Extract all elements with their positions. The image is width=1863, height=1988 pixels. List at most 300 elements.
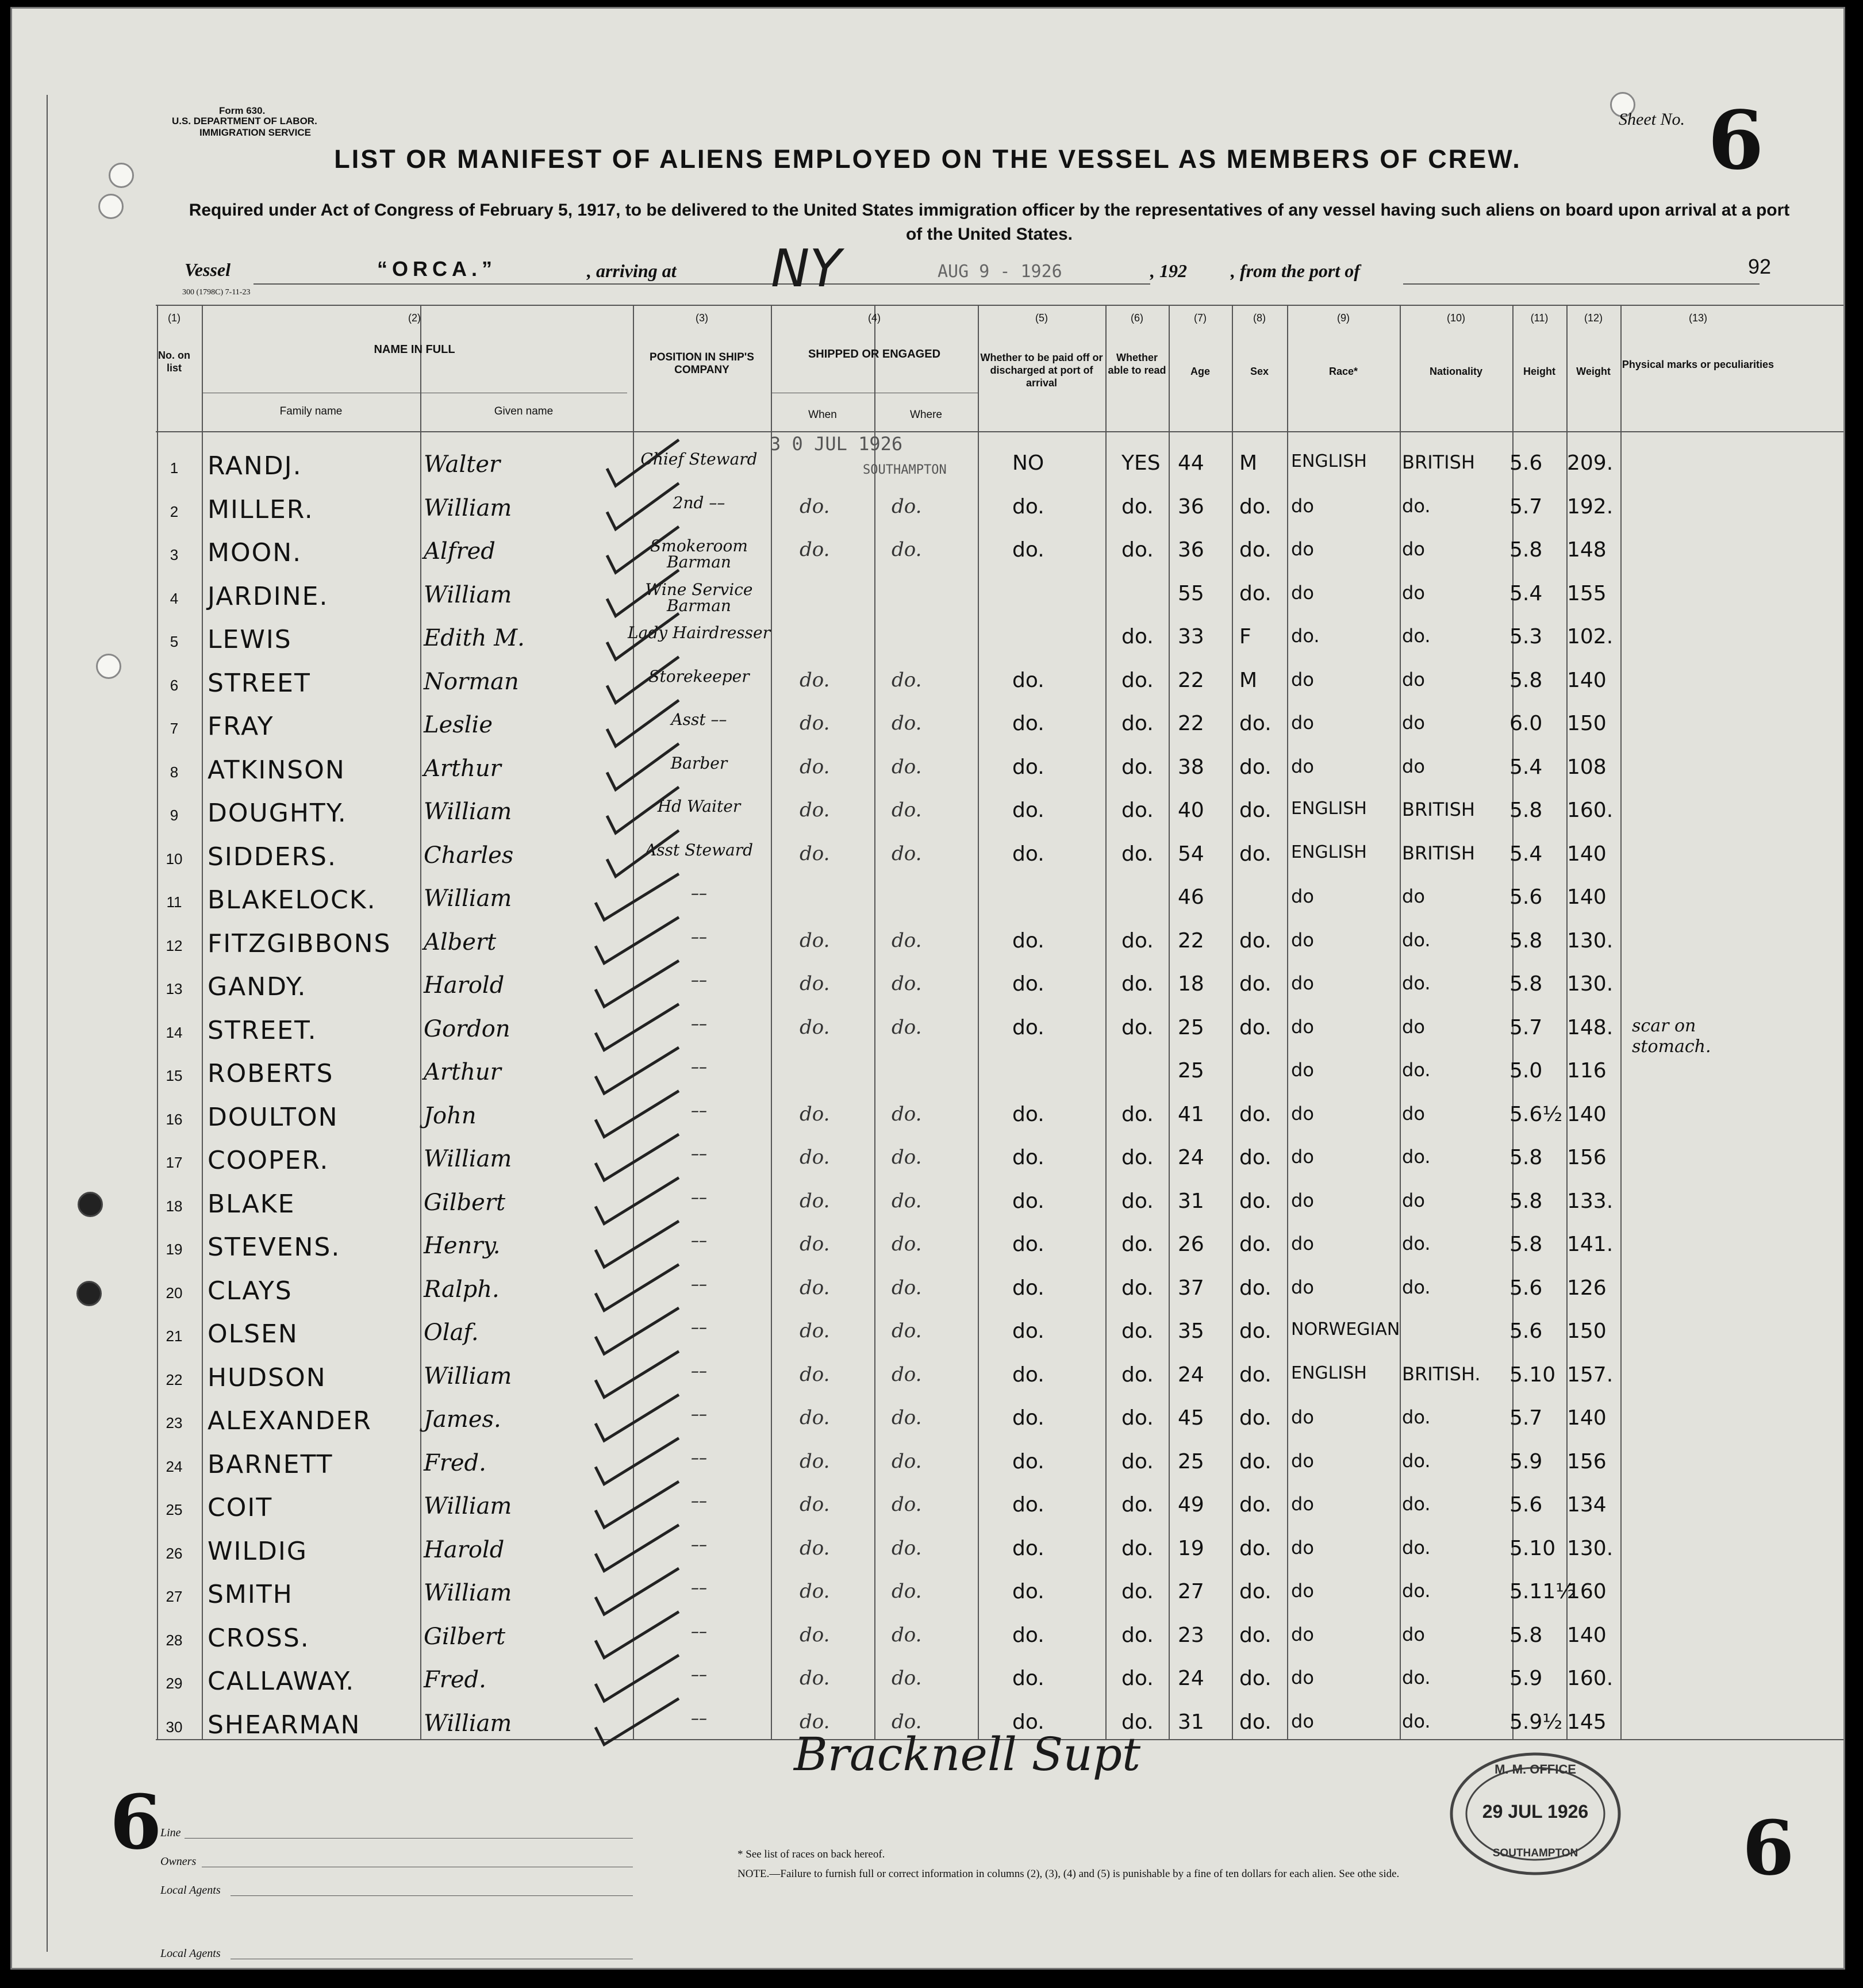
weight: 130.: [1567, 1536, 1614, 1560]
column-number: (7): [1194, 312, 1207, 324]
age: 22: [1178, 928, 1204, 953]
check-mark: [596, 918, 679, 964]
height: 5.6: [1509, 1276, 1543, 1300]
age: 24: [1178, 1667, 1204, 1690]
header-race: Race*: [1328, 366, 1358, 377]
sex: do.: [1239, 1189, 1272, 1213]
nationality: do.: [1402, 1233, 1431, 1254]
column-number: (4): [868, 312, 881, 324]
race: do: [1291, 1189, 1314, 1211]
given-name: Henry.: [424, 1233, 501, 1259]
family-name: RANDJ.: [208, 451, 302, 481]
given-name: James.: [424, 1406, 501, 1433]
race: ENGLISH: [1291, 451, 1367, 471]
check-mark: [607, 657, 679, 703]
nationality: do.: [1402, 1059, 1431, 1081]
column-number: (12): [1584, 312, 1603, 324]
position: ––: [691, 1621, 707, 1641]
weight: 141.: [1567, 1233, 1614, 1256]
column-number: (6): [1131, 312, 1143, 324]
sex: do.: [1239, 1146, 1272, 1169]
nationality: do.: [1402, 1276, 1431, 1298]
page-title: LIST OR MANIFEST OF ALIENS EMPLOYED ON THE VESSEL AS MEMBERS OF CREW.: [334, 144, 1522, 174]
given-name: Fred.: [424, 1449, 486, 1476]
weight: 209.: [1567, 451, 1614, 475]
check-mark: [596, 1265, 679, 1311]
sex: do.: [1239, 1667, 1272, 1690]
age: 37: [1178, 1276, 1204, 1300]
able-to-read: do.: [1121, 1319, 1154, 1343]
shipped-when: do.: [800, 1623, 830, 1647]
family-name: STEVENS.: [208, 1233, 341, 1262]
family-name: JARDINE.: [208, 581, 329, 611]
able-to-read: do.: [1121, 1667, 1154, 1690]
shipped-where: do.: [892, 755, 922, 778]
paid-off: do.: [1012, 1580, 1044, 1603]
column-number: (2): [408, 312, 421, 324]
position: ––: [691, 1708, 707, 1728]
check-mark: [607, 570, 679, 616]
age: 23: [1178, 1623, 1204, 1647]
age: 33: [1178, 625, 1204, 648]
sex: do.: [1239, 842, 1272, 866]
family-name: LEWIS: [208, 625, 292, 654]
sex: F: [1239, 625, 1251, 648]
row-number: 2: [170, 502, 179, 520]
shipped-where: do.: [892, 538, 922, 561]
given-name: Gilbert: [424, 1623, 506, 1650]
races-note: * See list of races on back hereof.: [737, 1848, 885, 1860]
shipped-when: do.: [800, 538, 830, 561]
office-stamp-bottom: SOUTHAMPTON: [1492, 1847, 1578, 1859]
row-number: 12: [166, 937, 183, 954]
race: do: [1291, 885, 1314, 907]
nationality: BRITISH.: [1402, 1363, 1481, 1385]
given-name: William: [424, 885, 512, 912]
nationality: BRITISH: [1402, 842, 1475, 864]
year-label: , 192: [1150, 260, 1187, 281]
race: do: [1291, 668, 1314, 690]
column-number: (9): [1337, 312, 1350, 324]
check-mark: [596, 1612, 679, 1658]
height: 5.8: [1509, 1623, 1543, 1647]
paid-off: do.: [1012, 712, 1044, 735]
paid-off: do.: [1012, 1623, 1044, 1647]
shipped-when: do.: [800, 712, 830, 735]
shipped-where: do.: [892, 1276, 922, 1299]
check-mark: [596, 1308, 679, 1354]
column-number: (8): [1253, 312, 1266, 324]
able-to-read: do.: [1121, 1146, 1154, 1169]
able-to-read: do.: [1121, 625, 1154, 648]
able-to-read: do.: [1121, 538, 1154, 562]
shipped-where: do.: [892, 1710, 922, 1733]
shipped-when: do.: [800, 799, 830, 822]
check-mark: [596, 1525, 679, 1571]
check-mark: [596, 961, 679, 1007]
row-number: 20: [166, 1284, 183, 1302]
shipped-where: do.: [892, 1449, 922, 1473]
paid-off: do.: [1012, 972, 1044, 996]
sex: do.: [1239, 799, 1272, 822]
height: 5.4: [1509, 842, 1543, 866]
paid-off: do.: [1012, 1319, 1044, 1343]
sex: do.: [1239, 581, 1272, 605]
race: do: [1291, 1146, 1314, 1168]
height: 5.6: [1509, 885, 1543, 909]
height: 5.4: [1509, 755, 1543, 779]
able-to-read: do.: [1121, 668, 1154, 692]
nationality: do: [1402, 1015, 1425, 1038]
weight: 140: [1567, 885, 1607, 909]
age: 38: [1178, 755, 1204, 779]
race: do: [1291, 928, 1314, 951]
age: 40: [1178, 799, 1204, 822]
shipped-where: do.: [892, 1102, 922, 1126]
position: ––: [691, 1318, 707, 1337]
height: 5.9½: [1509, 1710, 1563, 1734]
race: do: [1291, 972, 1314, 994]
given-name: Gordon: [424, 1015, 510, 1042]
given-name: William: [424, 799, 512, 825]
given-name: Norman: [424, 668, 519, 695]
column-number: (5): [1035, 312, 1048, 324]
family-name: CLAYS: [208, 1276, 293, 1306]
shipped-when: do.: [800, 755, 830, 778]
check-mark: [596, 1482, 679, 1528]
nationality: do.: [1402, 1536, 1431, 1559]
row-number: 10: [166, 850, 183, 868]
shipped-where: do.: [892, 712, 922, 735]
race: do: [1291, 1059, 1314, 1081]
given-name: Albert: [424, 928, 497, 955]
height: 5.8: [1509, 1233, 1543, 1256]
shipped-when: do.: [800, 1667, 830, 1690]
header-shipped: SHIPPED OR ENGAGED: [808, 348, 941, 360]
given-name: Gilbert: [424, 1189, 506, 1216]
nationality: do.: [1402, 1493, 1431, 1515]
sex: M: [1239, 451, 1258, 475]
age: 36: [1178, 494, 1204, 519]
shipped-when: do.: [800, 928, 830, 952]
shipped-where: do.: [892, 1189, 922, 1212]
paid-off: do.: [1012, 1667, 1044, 1690]
able-to-read: do.: [1121, 1536, 1154, 1560]
shipped-date-stamp: 3 0 JUL 1926: [770, 433, 903, 455]
weight: 134: [1567, 1493, 1607, 1517]
family-name: FRAY: [208, 712, 274, 741]
race: do: [1291, 1580, 1314, 1602]
race: do: [1291, 538, 1314, 560]
weight: 160.: [1567, 1667, 1614, 1690]
age: 44: [1178, 451, 1204, 475]
row-number: 22: [166, 1371, 183, 1388]
row-number: 28: [166, 1631, 183, 1649]
sex: do.: [1239, 1406, 1272, 1430]
weight: 192.: [1567, 494, 1614, 519]
shipped-where: do.: [892, 1363, 922, 1386]
position: ––: [691, 1014, 707, 1033]
family-name: SHEARMAN: [208, 1710, 361, 1740]
height: 5.8: [1509, 799, 1543, 822]
given-name: Leslie: [424, 712, 493, 738]
physical-marks: scar on stomach.: [1632, 1015, 1711, 1057]
weight: 140: [1567, 1623, 1607, 1647]
shipped-when: do.: [800, 1536, 830, 1560]
sex: do.: [1239, 1015, 1272, 1039]
sex: do.: [1239, 972, 1272, 996]
nationality: do.: [1402, 1667, 1431, 1688]
able-to-read: do.: [1121, 1623, 1154, 1647]
age: 31: [1178, 1710, 1204, 1734]
able-to-read: do.: [1121, 1102, 1154, 1126]
local-agents-rule-1: [231, 1895, 633, 1896]
position: Lady Hairdresser: [628, 623, 770, 642]
nationality: do: [1402, 1623, 1425, 1645]
age: 46: [1178, 885, 1204, 909]
age: 18: [1178, 972, 1204, 996]
shipped-when: do.: [800, 842, 830, 865]
row-number: 15: [166, 1067, 183, 1084]
office-stamp-top: M. M. OFFICE: [1495, 1762, 1576, 1776]
age: 25: [1178, 1449, 1204, 1473]
paid-off: do.: [1012, 1189, 1044, 1213]
row-number: 21: [166, 1327, 183, 1345]
family-name: GANDY.: [208, 972, 307, 1001]
nationality: do: [1402, 755, 1425, 777]
weight: 156: [1567, 1449, 1607, 1473]
nationality: do.: [1402, 928, 1431, 951]
header-given-name: Given name: [494, 405, 554, 417]
race: ENGLISH: [1291, 842, 1367, 862]
row-number: 25: [166, 1501, 183, 1518]
height: 5.7: [1509, 1406, 1543, 1430]
family-name: BLAKE: [208, 1189, 295, 1219]
check-marks: [12, 9, 1843, 1968]
race: ENGLISH: [1291, 1363, 1367, 1383]
nationality: BRITISH: [1402, 451, 1475, 473]
race: do: [1291, 712, 1314, 734]
race: do: [1291, 1102, 1314, 1125]
row-number: 29: [166, 1675, 183, 1692]
sex: do.: [1239, 928, 1272, 953]
position: Hd Waiter: [657, 797, 741, 816]
paid-off: do.: [1012, 1233, 1044, 1256]
weight: 155: [1567, 581, 1607, 605]
family-name: MILLER.: [208, 494, 314, 524]
age: 24: [1178, 1363, 1204, 1387]
row-number: 7: [170, 720, 179, 737]
given-name: William: [424, 1146, 512, 1172]
header-nationality: Nationality: [1429, 366, 1482, 377]
paid-off: do.: [1012, 1493, 1044, 1517]
position: Asst ––: [671, 710, 727, 729]
shipped-when: do.: [800, 1015, 830, 1039]
row-number: 19: [166, 1241, 183, 1258]
local-agents-label-1: Local Agents: [160, 1884, 221, 1897]
weight: 108: [1567, 755, 1607, 779]
given-name: William: [424, 1580, 512, 1606]
signature: Bracknell Supt: [794, 1728, 1141, 1781]
shipped-when: do.: [800, 1276, 830, 1299]
shipped-where: do.: [892, 928, 922, 952]
weight: 150: [1567, 1319, 1607, 1343]
shipped-where: do.: [892, 1580, 922, 1603]
weight: 150: [1567, 712, 1607, 735]
row-number: 27: [166, 1588, 183, 1605]
able-to-read: do.: [1121, 1449, 1154, 1473]
shipped-where: do.: [892, 668, 922, 692]
age: 24: [1178, 1146, 1204, 1169]
row-number: 1: [170, 459, 179, 477]
sex: do.: [1239, 1102, 1272, 1126]
shipped-where: do.: [892, 1667, 922, 1690]
service-name: IMMIGRATION SERVICE: [199, 127, 311, 138]
nationality: do.: [1402, 1146, 1431, 1168]
race: ENGLISH: [1291, 799, 1367, 819]
height: 5.9: [1509, 1667, 1543, 1690]
position: Asst Steward: [644, 840, 754, 859]
race: do: [1291, 1449, 1314, 1472]
nationality: do: [1402, 1102, 1425, 1125]
position: ––: [691, 1057, 707, 1076]
shipped-where: do.: [892, 972, 922, 995]
column-number: (10): [1446, 312, 1465, 324]
given-name: Olaf.: [424, 1319, 479, 1346]
vessel-label: Vessel: [185, 259, 231, 280]
able-to-read: do.: [1121, 1276, 1154, 1300]
given-name: Fred.: [424, 1667, 486, 1693]
height: 5.8: [1509, 668, 1543, 692]
position: Wine Service Barman: [645, 579, 753, 615]
header-no-on-list: No. on list: [158, 350, 190, 374]
line-rule: [185, 1838, 633, 1839]
column-number: (1): [168, 312, 180, 324]
family-name: FITZGIBBONS: [208, 928, 391, 958]
position: ––: [691, 884, 707, 903]
weight: 140: [1567, 1406, 1607, 1430]
nationality: do.: [1402, 1710, 1431, 1732]
family-name: ATKINSON: [208, 755, 345, 785]
row-number: 18: [166, 1197, 183, 1215]
shipped-where: do.: [892, 799, 922, 822]
able-to-read: do.: [1121, 1233, 1154, 1256]
paid-off: do.: [1012, 1015, 1044, 1039]
row-number: 13: [166, 980, 183, 997]
sex: do.: [1239, 494, 1272, 519]
header-paid-off: Whether to be paid off or discharged at port of arrival: [980, 352, 1103, 389]
print-code: 300 (1798C) 7-11-23: [182, 288, 251, 297]
age: 26: [1178, 1233, 1204, 1256]
family-name: OLSEN: [208, 1319, 298, 1349]
able-to-read: do.: [1121, 494, 1154, 519]
position: ––: [691, 1144, 707, 1163]
family-name: SIDDERS.: [208, 842, 337, 872]
family-name: WILDIG: [208, 1536, 308, 1566]
nationality: do.: [1402, 494, 1431, 517]
sex: do.: [1239, 1580, 1272, 1603]
row-number: 6: [170, 676, 179, 694]
height: 5.6: [1509, 1319, 1543, 1343]
arriving-port: NY: [771, 239, 842, 299]
row-number: 26: [166, 1544, 183, 1562]
age: 25: [1178, 1015, 1204, 1039]
given-name: William: [424, 494, 512, 521]
race: NORWEGIAN: [1291, 1319, 1400, 1340]
check-mark: [607, 440, 679, 486]
given-name: William: [424, 1493, 512, 1519]
nationality: do: [1402, 668, 1425, 690]
age: 54: [1178, 842, 1204, 866]
position: ––: [691, 927, 707, 946]
weight: 148.: [1567, 1015, 1614, 1039]
shipped-where: do.: [892, 1406, 922, 1429]
shipped-when: do.: [800, 1363, 830, 1386]
position: ––: [691, 1361, 707, 1380]
given-name: John: [424, 1102, 477, 1129]
age: 22: [1178, 668, 1204, 692]
check-mark: [596, 1047, 679, 1093]
height: 5.0: [1509, 1059, 1543, 1083]
arrival-date-stamp: AUG 9 - 1926: [938, 262, 1062, 282]
form-number: Form 630.: [219, 105, 266, 116]
race: do: [1291, 494, 1314, 517]
check-mark: [596, 1004, 679, 1050]
family-name: DOULTON: [208, 1102, 339, 1132]
from-port-label: , from the port of: [1231, 260, 1360, 281]
given-name: Alfred: [424, 538, 495, 565]
given-name: Charles: [424, 842, 514, 869]
shipped-when: do.: [800, 1406, 830, 1429]
nationality: do: [1402, 581, 1425, 604]
sex: do.: [1239, 1363, 1272, 1387]
shipped-where: do.: [892, 1536, 922, 1560]
row-number: 23: [166, 1414, 183, 1431]
shipped-when: do.: [800, 1493, 830, 1516]
shipped-where: do.: [892, 1623, 922, 1647]
sex: do.: [1239, 1710, 1272, 1734]
height: 5.8: [1509, 928, 1543, 953]
shipped-when: do.: [800, 1233, 830, 1256]
check-mark: [607, 527, 679, 573]
given-name: Harold: [424, 972, 505, 999]
age: 36: [1178, 538, 1204, 562]
sex: do.: [1239, 1233, 1272, 1256]
position: ––: [691, 1100, 707, 1120]
header-where: Where: [910, 409, 942, 421]
able-to-read: do.: [1121, 1710, 1154, 1734]
sex: do.: [1239, 1623, 1272, 1647]
row-number: 5: [170, 633, 179, 650]
row-number: 4: [170, 589, 179, 607]
paid-off: do.: [1012, 755, 1044, 779]
paid-off: NO: [1012, 451, 1044, 475]
shipped-when: do.: [800, 1146, 830, 1169]
paid-off: do.: [1012, 1406, 1044, 1430]
position: ––: [691, 1491, 707, 1510]
height: 5.8: [1509, 538, 1543, 562]
age: 31: [1178, 1189, 1204, 1213]
given-name: William: [424, 1363, 512, 1390]
nationality: do.: [1402, 1580, 1431, 1602]
age: 49: [1178, 1493, 1204, 1517]
sex: do.: [1239, 538, 1272, 562]
given-name: Arthur: [424, 1059, 501, 1085]
header-family-name: Family name: [279, 405, 343, 417]
family-name: DOUGHTY.: [208, 799, 347, 828]
sex: do.: [1239, 1493, 1272, 1517]
row-number: 17: [166, 1154, 183, 1171]
